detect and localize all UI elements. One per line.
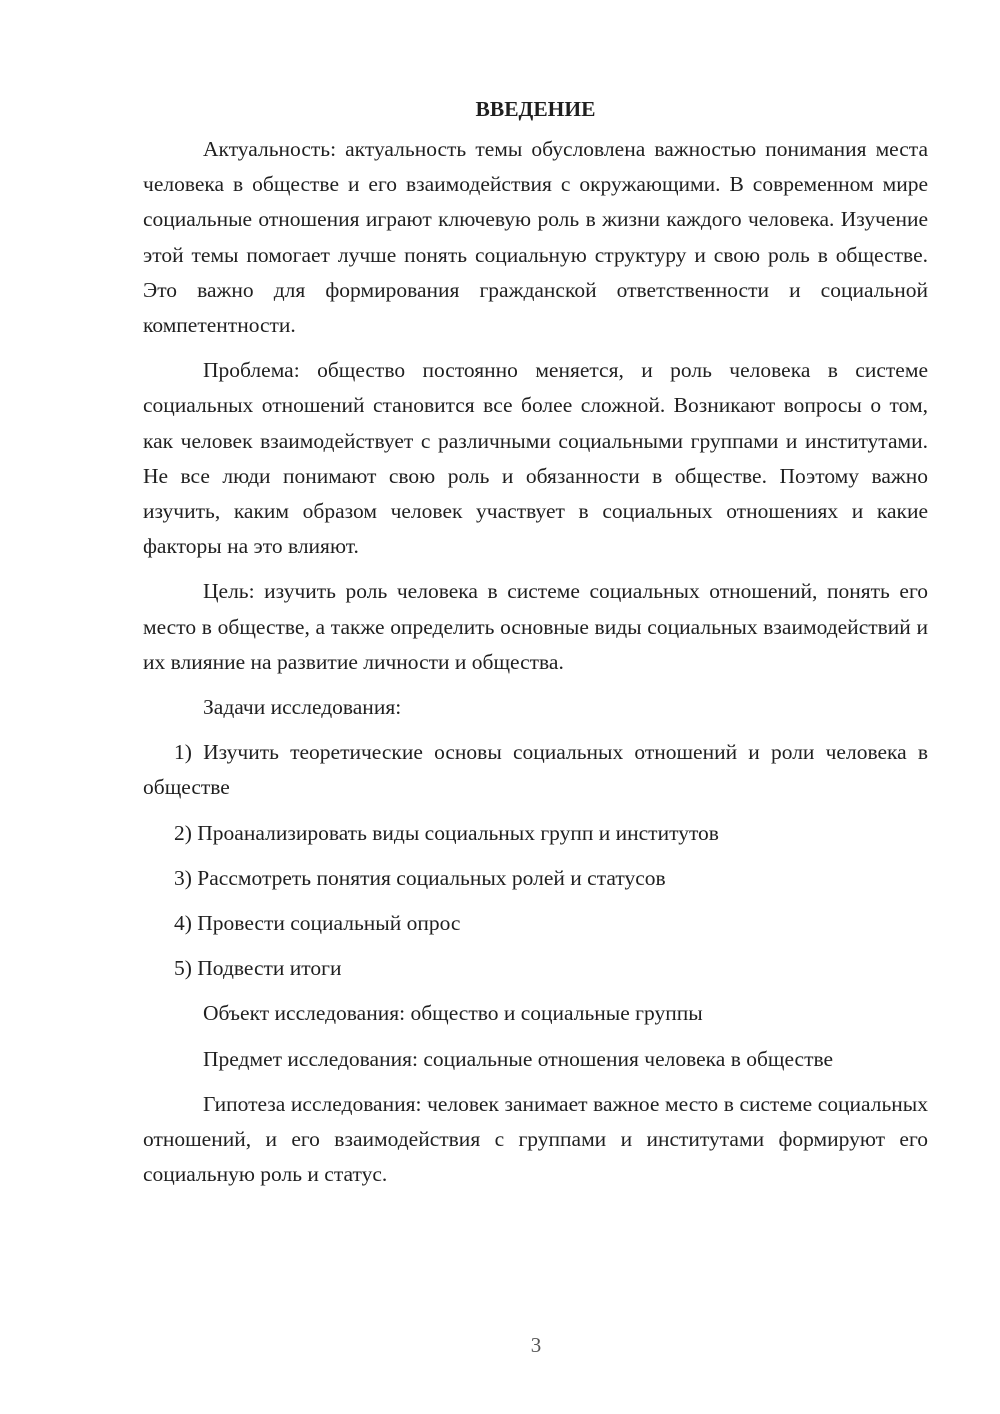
document-page: [143, 94, 928, 1192]
task-item-3: 3) Рассмотреть понятия социальных ролей и статусов: [174, 865, 666, 890]
page-title: ВВЕДЕНИЕ: [475, 97, 596, 121]
page-number: 3: [530, 1333, 542, 1357]
task-item-4: 4) Провести социальный опрос: [174, 911, 461, 936]
task-item-1: 1) Изучить теоретические основы социальных отношений и роли человека в обществе: [143, 740, 928, 800]
object-paragraph: Объект исследования: общество и социальные группы: [203, 1001, 703, 1026]
goal-paragraph: Цель: изучить роль человека в системе социальных отношений, понять его место в обществе, а также определить основные виды социальных взаимодействий и их влияние на развитие личности и общества.: [143, 579, 928, 674]
problem-paragraph: Проблема: общество постоянно меняется, и роль человека в системе социальных отношений становится все более сложной. Возникают вопросы о том, как человек взаимодействует с различными социальными группами и институтами. Не все люди понимают свою роль и обязанности в обществе. Поэтому важно изучить, каким образом человек участвует в социальных отношениях и какие факторы на это влияют.: [143, 358, 928, 559]
subject-paragraph: Предмет исследования: социальные отношения человека в обществе: [203, 1046, 834, 1071]
relevance-paragraph: Актуальность: актуальность темы обусловлена важностью понимания места человека в обществе и его взаимодействия с окружающими. В современном мире социальные отношения играют ключевую роль в жизни каждого человека. Изучение этой темы помогает лучше понять социальную структуру и свою роль в обществе. Это важно для формирования гражданской ответственности и социальной компетентности.: [143, 137, 928, 338]
hypothesis-paragraph: Гипотеза исследования: человек занимает важное место в системе социальных отношений, и его взаимодействия с группами и институтами формируют его социальную роль и статус.: [143, 1091, 928, 1187]
tasks-heading: Задачи исследования:: [203, 695, 402, 720]
task-item-5: 5) Подвести итоги: [174, 956, 342, 981]
task-item-2: 2) Проанализировать виды социальных групп и институтов: [174, 820, 719, 845]
